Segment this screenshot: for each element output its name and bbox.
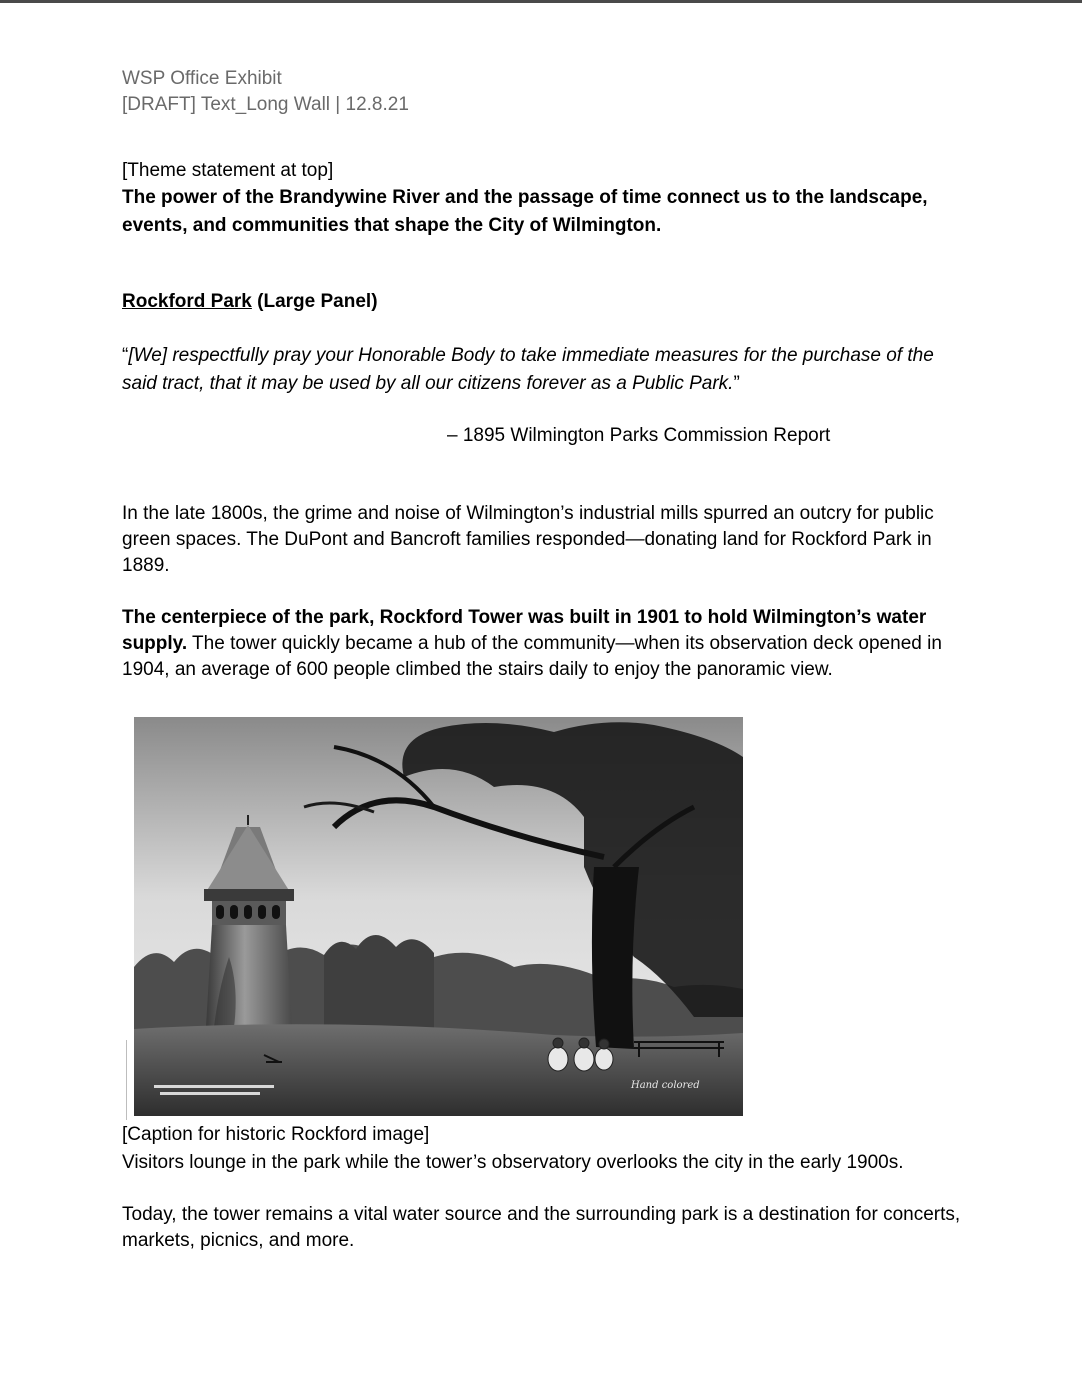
top-border <box>0 0 1082 3</box>
quote <box>122 342 972 398</box>
document-body <box>122 66 972 683</box>
caption-section <box>122 1122 972 1254</box>
today-paragraph: Today, the tower remains a vital water source and the surrounding park is a destination for concerts, markets, picnics, and more. <box>122 1204 961 1251</box>
caption-label: [Caption for historic Rockford image] <box>122 1124 430 1145</box>
photo-illustration <box>134 717 743 1116</box>
photo-edge-line <box>126 1040 127 1120</box>
caption-text: Visitors lounge in the park while the tower’s observatory overlooks the city in the early 1900s. <box>122 1152 904 1173</box>
quote-text: [We] respectfully pray your Honorable Body to take immediate measures for the purchase of the said tract, that it may be used by all our citizens forever as a Public Park. <box>122 345 934 394</box>
quote-open-mark: “ <box>122 345 129 366</box>
section-subtitle: (Large Panel) <box>251 291 378 312</box>
intro-paragraph: In the late 1800s, the grime and noise of Wilmington’s industrial mills spurred an outcry for public green spaces. The DuPont and Bancroft families responded—donating land for Rockford Park in 1889. <box>122 503 934 576</box>
tower-paragraph-lead: The centerpiece of the park, Rockford Tower was built in 1901 to hold Wilmington’s water supply. <box>122 607 927 654</box>
tower-paragraph <box>122 605 972 683</box>
theme-label: [Theme statement at top] <box>122 160 334 181</box>
section-heading <box>122 288 972 316</box>
historic-rockford-photo <box>134 717 743 1116</box>
draft-label: [DRAFT] Text_Long Wall | 12.8.21 <box>122 94 409 115</box>
section-title: Rockford Park <box>122 291 252 312</box>
quote-attribution: – 1895 Wilmington Parks Commission Report <box>447 425 831 446</box>
exhibit-title: WSP Office Exhibit <box>122 68 282 89</box>
hand-colored-label: Hand colored <box>631 1080 700 1091</box>
quote-close-mark: ” <box>733 373 740 394</box>
theme-statement: The power of the Brandywine River and the passage of time connect us to the landscape, events, and communities that shape the City of Wilmington. <box>122 187 928 236</box>
tower-paragraph-rest: The tower quickly became a hub of the community—when its observation deck opened in 1904, an average of 600 people climbed the stairs daily to enjoy the panoramic view. <box>122 633 942 680</box>
